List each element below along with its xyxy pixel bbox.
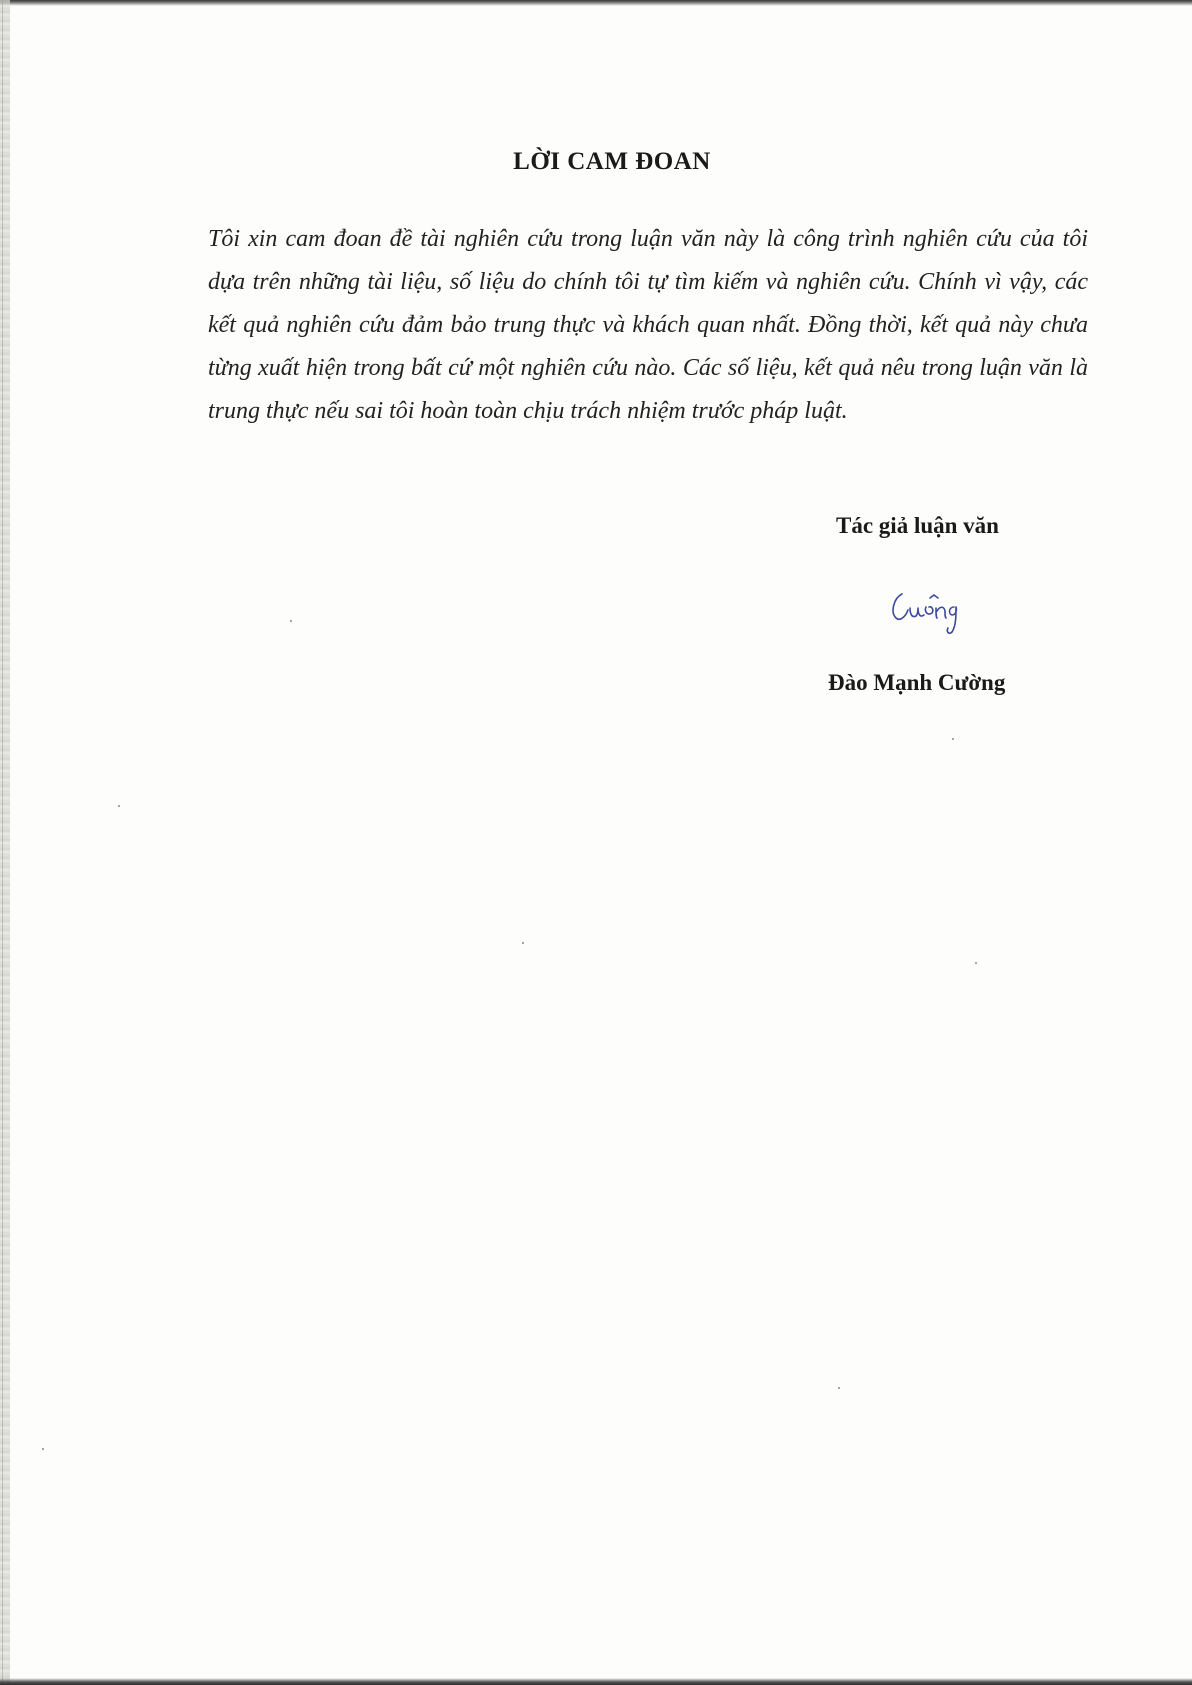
scan-speck — [118, 805, 120, 807]
scan-speck — [522, 942, 524, 944]
scan-speck — [838, 1387, 840, 1389]
author-label: Tác giả luận văn — [836, 513, 999, 538]
declaration-paragraph: Tôi xin cam đoan đề tài nghiên cứu trong luận văn này là công trình nghiên cứu của tôi dựa trên những tài liệu, số liệu do chính tôi tự tìm kiếm và nghiên cứu. Chính vì vậy, các kết quả nghiên cứu đảm bảo trung thực và khách quan nhất. Đồng thời, kết quả này chưa từng xuất hiện trong bất cứ một nghiên cứu nào. Các số liệu, kết quả nêu trong luận văn là trung thực nếu sai tôi hoàn toàn chịu trách nhiệm trước pháp luật. — [208, 226, 1088, 424]
scan-speck — [952, 738, 954, 740]
author-name: Đào Mạnh Cường — [828, 670, 1006, 695]
page-title: LỜI CAM ĐOAN — [513, 148, 711, 175]
scan-speck — [42, 1448, 44, 1450]
handwritten-signature — [884, 580, 994, 640]
scan-speck — [975, 962, 977, 964]
signature-drawing — [884, 580, 994, 640]
scan-bottom-edge — [0, 1678, 1192, 1685]
scan-speck — [290, 620, 292, 622]
scan-left-line — [2, 0, 3, 1685]
scan-top-edge — [0, 0, 1192, 6]
